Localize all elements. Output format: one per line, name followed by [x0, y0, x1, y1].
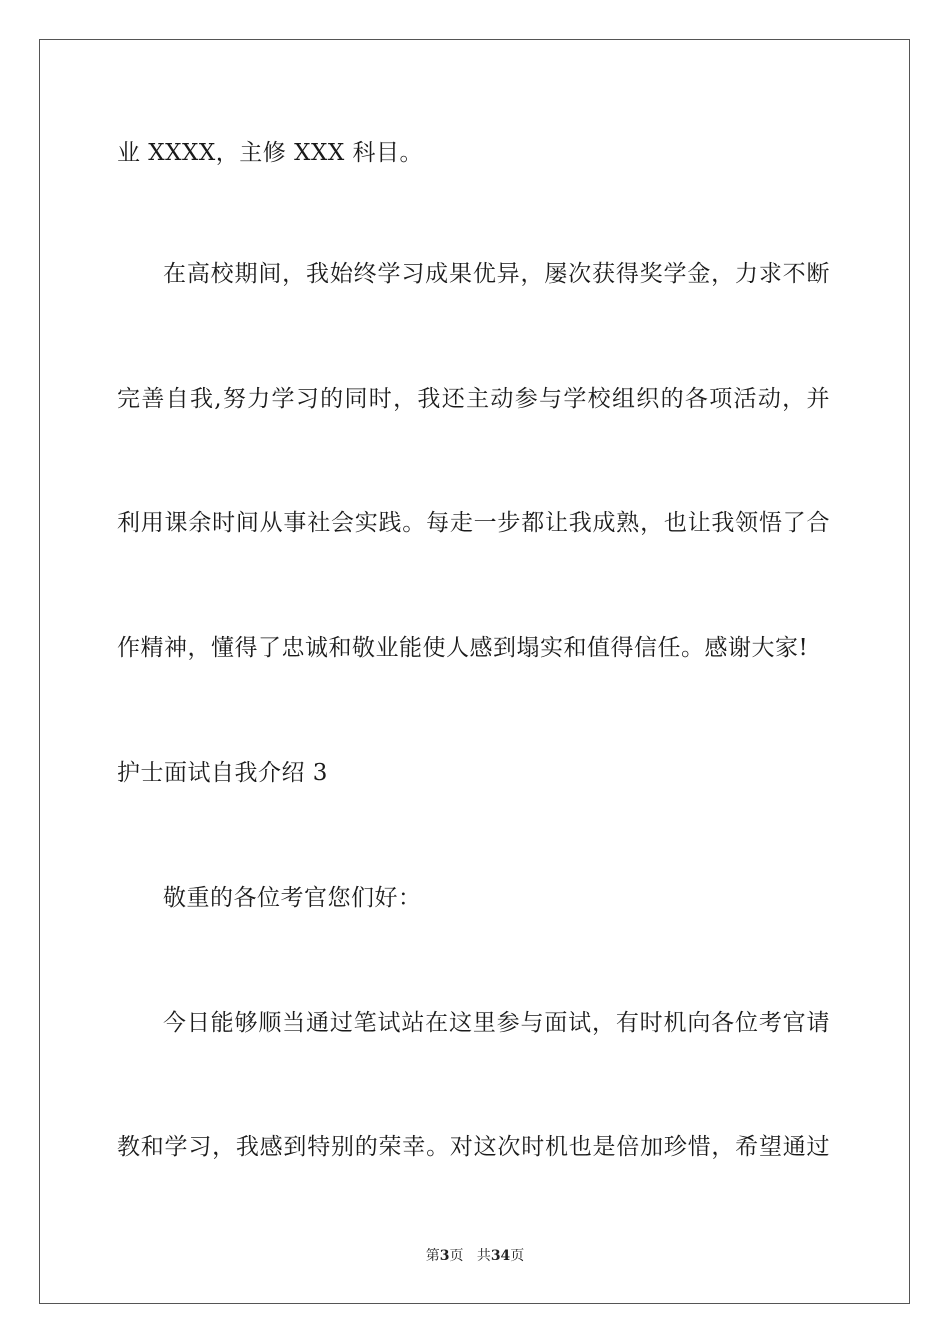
text-line: 完善自我,努力学习的同时，我还主动参与学校组织的各项活动，并 [117, 386, 830, 412]
footer-page-unit: 页 [449, 1248, 464, 1264]
text-line: 在高校期间，我始终学习成果优异，屡次获得奖学金，力求不断 [163, 261, 830, 287]
page-border [39, 39, 910, 1304]
greeting-line: 敬重的各位考官您们好： [163, 885, 422, 911]
footer-total-prefix: 共 [476, 1248, 491, 1264]
current-page-number: 3 [439, 1248, 450, 1264]
text-line: 业 XXXX，主修 XXX 科目。 [117, 140, 424, 166]
footer-total-unit: 页 [510, 1248, 525, 1264]
text-line: 利用课余时间从事社会实践。每走一步都让我成熟，也让我领悟了合 [117, 510, 830, 536]
page-footer [0, 1247, 950, 1265]
text-line: 教和学习，我感到特别的荣幸。对这次时机也是倍加珍惜，希望通过 [117, 1134, 830, 1160]
section-heading: 护士面试自我介绍 3 [117, 760, 328, 786]
footer-prefix: 第 [425, 1248, 440, 1264]
text-line: 今日能够顺当通过笔试站在这里参与面试，有时机向各位考官请 [163, 1010, 830, 1036]
text-line: 作精神，懂得了忠诚和敬业能使人感到塌实和值得信任。感谢大家! [117, 635, 809, 661]
total-page-number: 34 [490, 1248, 511, 1264]
